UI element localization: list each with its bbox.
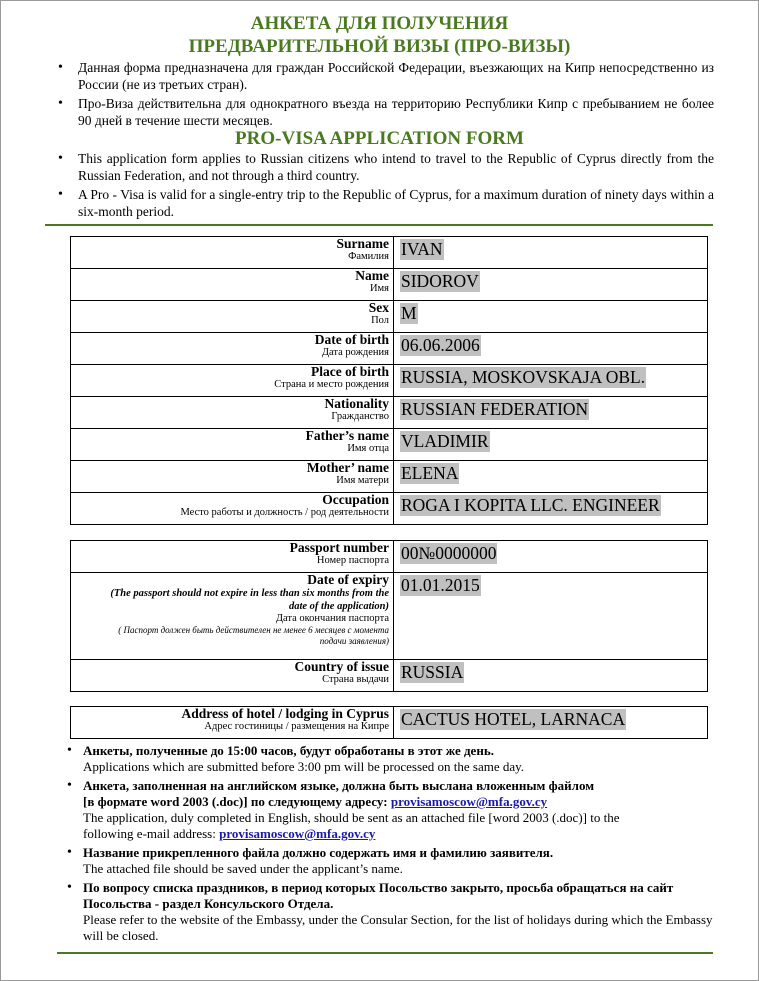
note-submission [83,778,716,842]
label-ru: Имя матери [336,475,389,486]
passport-table [70,540,708,692]
label-ru: Страна и место рождения [274,379,389,390]
note-ru: • Анкеты, полученные до 15:00 часов, будут обработаны в этот же день. [83,743,494,758]
nationality-value[interactable]: RUSSIAN FEDERATION [401,399,589,419]
row-passport-number [71,541,708,573]
row-date-of-expiry [71,573,708,660]
row-name [71,269,708,301]
row-hotel-address [71,707,708,739]
label-ru: Страна выдачи [322,674,389,685]
expiry-note-en: (The passport should not expire in less than six months from the date of the application) [110,588,389,612]
label-en: Sex [368,300,389,315]
note-en: Applications which are submitted before 3:00 pm will be processed on the same day. [83,759,525,774]
email-link[interactable]: provisamoscow@mfa.gov.cy [219,826,376,841]
note-en: The attached file should be saved under the applicant’s name. [83,861,403,876]
title-ru-line1: АНКЕТА ДЛЯ ПОЛУЧЕНИЯ [250,13,509,34]
occupation-value[interactable]: ROGA I KOPITA LLC. ENGINEER [401,495,660,515]
label-en: Date of expiry [307,572,389,587]
intro-ru-item: • Про-Виза действительна для однократного въезда на территорию Республики Кипр с пребыванием не более 90 дней в течение шести месяцев. [78,96,714,129]
label-en: Date of birth [314,332,389,347]
label-ru: Фамилия [348,251,389,262]
title-en: PRO-VISA APPLICATION FORM [235,128,524,149]
label-ru: Дата рождения [321,347,389,358]
note-en: following e-mail address: [83,826,220,841]
note-file-name [83,845,716,877]
intro-en-list [78,151,714,223]
label-en: Father’s name [305,428,389,443]
personal-table [70,236,708,525]
label-ru: Гражданство [331,411,389,422]
note-ru: [в формате word 2003 (.doc)] по следующему адресу: [83,794,391,809]
label-ru: Имя отца [347,443,389,454]
hotel-table [70,706,708,739]
intro-ru-item: • Данная форма предназначена для граждан Российской Федерации, въезжающих на Кипр непосредственно из России (не из третьих стран). [78,60,714,93]
label-en: Address of hotel / lodging in Cyprus [181,706,389,721]
fathers-name-value[interactable]: VLADIMIR [401,431,489,451]
expiry-note-ru: ( Паспорт должен быть действителен не менее 6 месяцев с момента подачи заявления) [118,625,389,646]
email-link[interactable]: provisamoscow@mfa.gov.cy [390,794,548,809]
hotel-address-value[interactable]: CACTUS HOTEL, LARNACA [401,709,626,729]
note-en: Please refer to the website of the Embassy, under the Consular Section, for the list of holidays during which the Embassy will be closed. [83,912,713,943]
row-sex [71,301,708,333]
row-occupation [71,493,708,525]
label-en: Country of issue [294,659,389,674]
label-en: Mother’ name [306,460,389,475]
row-date-of-birth [71,333,708,365]
label-en: Surname [336,236,389,251]
divider-top [45,224,713,226]
row-place-of-birth [71,365,708,397]
note-ru: • Анкета, заполненная на английском языке, должна быть выслана вложенным файлом [83,778,595,793]
label-en: Occupation [322,492,389,507]
date-of-birth-value[interactable]: 06.06.2006 [401,335,480,355]
note-ru: • По вопросу списка праздников, в период которых Посольство закрыто, просьба обращаться на сайт Посольства - раздел Консульского Отдела. [83,880,674,911]
row-mothers-name [71,461,708,493]
surname-value[interactable]: IVAN [401,239,443,259]
label-en: Place of birth [311,364,389,379]
row-country-of-issue [71,660,708,692]
label-en: Nationality [324,396,389,411]
country-of-issue-value[interactable]: RUSSIA [401,662,464,682]
label-en: Passport number [289,540,389,555]
note-ru: • Название прикрепленного файла должно содержать имя и фамилию заявителя. [83,845,554,860]
name-value[interactable]: SIDOROV [401,271,479,291]
label-ru: Пол [371,315,389,326]
sex-value[interactable]: M [401,303,417,323]
intro-en-item: • This application form applies to Russian citizens who intend to travel to the Republic of Cyprus directly from the Russian Federation, and not through a third country. [78,151,714,184]
intro-en-item: • A Pro - Visa is valid for a single-entry trip to the Republic of Cyprus, for a maximum duration of ninety days within a six-month period. [78,187,714,220]
note-processing-time [83,743,716,775]
mothers-name-value[interactable]: ELENA [401,463,459,483]
intro-ru-list [78,60,714,132]
row-surname [71,237,708,269]
passport-number-value[interactable]: 00№0000000 [401,543,497,563]
label-ru: Номер паспорта [316,555,389,566]
label-ru: Имя [369,283,389,294]
footer-notes [83,743,716,944]
place-of-birth-value[interactable]: RUSSIA, MOSKOVSKAJA OBL. [401,367,646,387]
row-nationality [71,397,708,429]
row-fathers-name [71,429,708,461]
label-en: Name [355,268,389,283]
label-ru: Дата окончания паспорта [275,613,389,624]
label-ru: Место работы и должность / род деятельности [180,507,389,518]
note-en: The application, duly completed in English, should be sent as an attached file [word 2003 (.doc)] to the [83,810,620,825]
label-ru: Адрес гостиницы / размещения на Кипре [204,721,389,732]
title-ru-line2: ПРЕДВАРИТЕЛЬНОЙ ВИЗЫ (ПРО-ВИЗЫ) [188,36,571,57]
note-holidays [83,880,716,944]
date-of-expiry-value[interactable]: 01.01.2015 [401,575,480,595]
divider-bottom [57,952,713,954]
